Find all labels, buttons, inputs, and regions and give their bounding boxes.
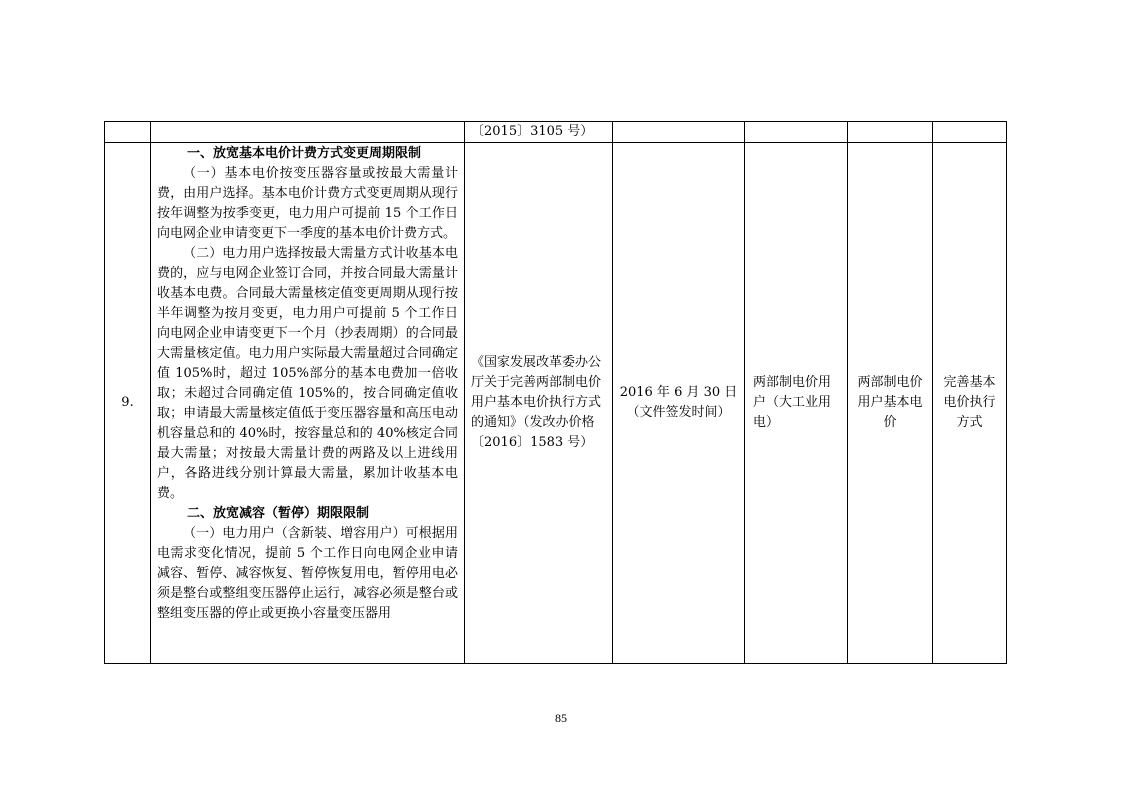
content-text xyxy=(151,143,464,624)
paragraph-3: （一）电力用户（含新装、增容用户）可根据用电需求变化情况，提前 5 个工作日向电网企业申请减容、暂停、减容恢复、暂停恢复用电，暂停用电必须是整台或整组变压器停止运行，减容必须是整台或整组变压器的停止或更换小容量变压器用 xyxy=(157,526,458,621)
section-heading-2: 二、放宽减容（暂停）期限限制 xyxy=(187,506,370,521)
matter-text: 完善基本电价执行方式 xyxy=(943,375,996,430)
scope-cell-empty xyxy=(848,122,933,143)
date-cell-empty xyxy=(613,122,745,143)
applicable-scope: 两部制电价用户基本电价 xyxy=(857,375,923,430)
object-cell xyxy=(745,143,848,664)
number-cell-empty xyxy=(105,122,151,143)
row-number: 9. xyxy=(105,143,151,664)
applicable-object: 两部制电价用户（大工业用电） xyxy=(753,375,832,430)
page-number: 85 xyxy=(555,711,567,725)
issue-date: 2016 年 6 月 30 日 xyxy=(619,385,738,400)
scope-cell xyxy=(848,143,933,664)
table-row xyxy=(105,143,1007,664)
object-cell-empty xyxy=(745,122,848,143)
document-tail: 〔2015〕3105 号） xyxy=(471,124,594,139)
date-cell xyxy=(613,143,745,664)
document-cell xyxy=(465,143,613,664)
continuation-row xyxy=(105,122,1007,143)
policy-table xyxy=(104,121,1007,664)
matter-cell xyxy=(933,143,1007,664)
content-cell-empty xyxy=(151,122,465,143)
document-cell xyxy=(465,122,613,143)
matter-cell-empty xyxy=(933,122,1007,143)
document-title: 《国家发展改革委办公厅关于完善两部制电价用户基本电价执行方式的通知》（发改办价格〔2016〕1583 号） xyxy=(471,355,602,450)
content-cell xyxy=(151,143,465,664)
section-heading-1: 一、放宽基本电价计费方式变更周期限制 xyxy=(187,146,422,161)
paragraph-1: （一）基本电价按变压器容量或按最大需量计费，由用户选择。基本电价计费方式变更周期从现行按年调整为按季变更，电力用户可提前 15 个工作日向电网企业申请变更下一季度的基本电价计费方式。 xyxy=(157,166,458,241)
date-note: （文件签发时间） xyxy=(626,405,731,420)
paragraph-2: （二）电力用户选择按最大需量方式计收基本电费的，应与电网企业签订合同，并按合同最大需量计收基本电费。合同最大需量核定值变更周期从现行按半年调整为按月变更，电力用户可提前 5 个工作日向电网企业申请变更下一个月（抄表周期）的合同最大需量核定值。电力用户实际最大需量超过合同确定值 105%时，超过 105%部分的基本电费加一倍收取；未超过合同确定值 105%的，按合同确定值收取；申请最大需量核定值低于变压器容量和高压电动机容量总和的 40%时，按容量总和的 40%核定合同最大需量；对按最大需量计费的两路及以上进线用户，各路进线分别计算最大需量，累加计收基本电费。 xyxy=(157,246,458,501)
